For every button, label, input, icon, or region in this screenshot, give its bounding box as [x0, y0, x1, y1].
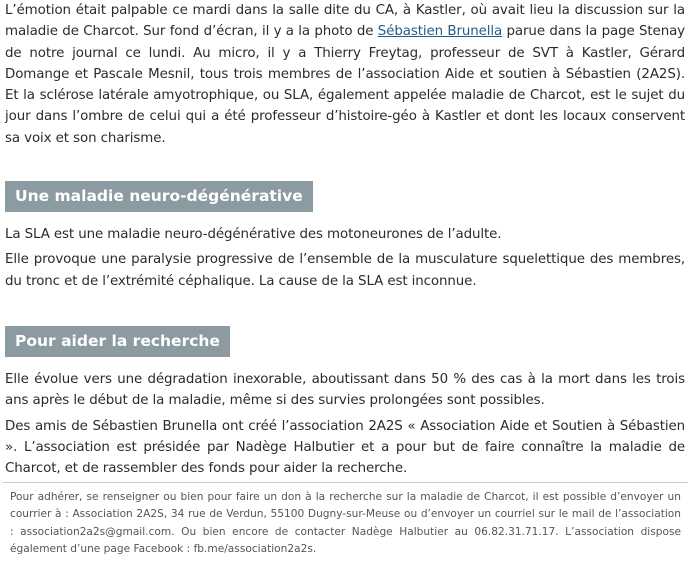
maladie-paragraph-2: Elle provoque une paralysie progressive de l’ensemble de la musculature squelettique des membres, du tronc et de l’extrémité céphalique. La cause de la SLA est inconnue. — [5, 252, 685, 289]
section-heading-maladie: Une maladie neuro-dégénérative — [5, 181, 313, 212]
intro-section — [0, 0, 691, 149]
maladie-paragraph-1: La SLA est une maladie neuro-dégénérative des motoneurones de l’adulte. — [5, 227, 502, 242]
intro-paragraph — [0, 0, 691, 149]
recherche-paragraph-1: Elle évolue vers une dégradation inexorable, aboutissant dans 50 % des cas à la mort dans les trois ans après le début de la maladie, même si des survies prolongées sont possibles. — [5, 372, 685, 409]
section-heading-recherche: Pour aider la recherche — [5, 326, 230, 357]
intro-text-after-link: parue dans la page Stenay de notre journal ce lundi. Au micro, il y a Thierry Freytag, professeur de SVT à Kastler, Gérard Domange et Pascale Mesnil, tous trois membres de l’association Aide et soutien à Sébastien (2A2S). Et la sclérose latérale amyotrophique, ou SLA, également appelée maladie de Charcot, est le sujet du jour dans l’ombre de celui qui a été professeur d’histoire-géo à Kastler et dont les locaux conservent sa voix et son charisme. — [5, 24, 686, 146]
intro-text-before-link: L’émotion était palpable ce mardi dans la salle dite du CA, à Kastler, où avait lieu la discussion sur la maladie de Charcot. Sur fond d’écran, il y a la photo de — [5, 3, 685, 40]
section-recherche-body — [0, 369, 691, 479]
sebastien-brunella-link[interactable]: Sébastien Brunella — [377, 24, 503, 40]
contact-note: Pour adhérer, se renseigner ou bien pour faire un don à la recherche sur la maladie de Charcot, il est possible d’envoyer un courrier à : Association 2A2S, 34 rue de Verdun, 55100 Dugny-sur-Meuse ou d’envoyer un courriel sur le mail de l’association : association2a2s@gmail.com. Ou bien encore de contacter Nadège Halbutier au 06.82.31.71.17. L’association dispose également d’une page Facebook : fb.me/association2a2s. — [3, 482, 688, 558]
recherche-paragraph-2: Des amis de Sébastien Brunella ont créé l’association 2A2S « Association Aide et Soutien à Sébastien ». L’association est présidée par Nadège Halbutier et a pour but de faire connaître la maladie de Charcot, et de rassembler des fonds pour aider la recherche. — [5, 418, 685, 477]
section-maladie-body — [0, 224, 691, 292]
